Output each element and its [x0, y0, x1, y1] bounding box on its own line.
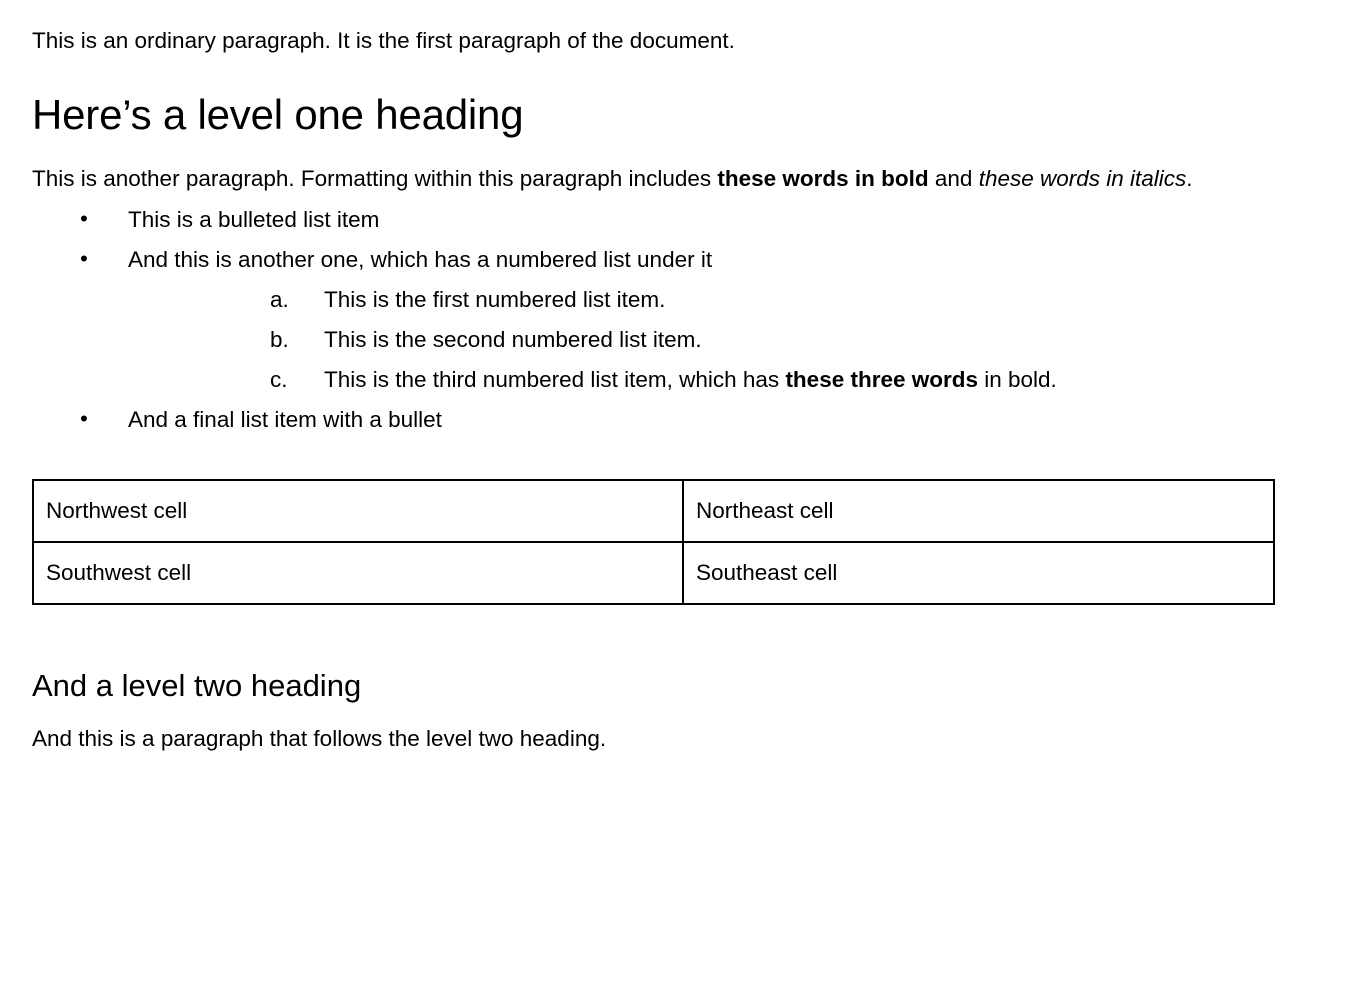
table-row	[33, 480, 1274, 542]
paragraph-text-part-2: and	[928, 166, 979, 192]
list-item	[128, 280, 1320, 320]
table-cell-northwest: Northwest cell	[33, 480, 683, 542]
table-spacer	[32, 605, 1320, 667]
list-item	[32, 400, 1320, 440]
two-by-two-table	[32, 479, 1275, 605]
numbered-item-marker: a.	[270, 287, 289, 313]
numbered-item-label-part-1: This is the third numbered list item, which has	[324, 367, 786, 393]
heading-level-two: And a level two heading	[32, 667, 362, 703]
bullet-item-label: This is a bulleted list item	[128, 207, 380, 233]
first-paragraph: This is an ordinary paragraph. It is the first paragraph of the document.	[32, 28, 735, 53]
bullet-item-label: And this is another one, which has a numbered list under it	[128, 247, 713, 273]
numbered-item-label: This is the first numbered list item.	[324, 287, 666, 313]
final-paragraph: And this is a paragraph that follows the level two heading.	[32, 725, 607, 751]
paragraph-bold-phrase: these words in bold	[717, 166, 929, 192]
second-paragraph	[32, 164, 1272, 194]
paragraph-text-part-3: .	[1186, 166, 1193, 192]
numbered-item-label: This is the second numbered list item.	[324, 327, 702, 353]
list-item	[32, 240, 1320, 400]
numbered-item-bold-phrase: these three words	[785, 367, 978, 393]
bulleted-list	[32, 200, 1320, 440]
table-cell-southwest: Southwest cell	[33, 542, 683, 604]
numbered-list	[128, 280, 1320, 400]
paragraph-italic-phrase: these words in italics	[978, 166, 1187, 192]
numbered-item-marker: b.	[270, 327, 289, 353]
table-row	[33, 542, 1274, 604]
bullet-item-label: And a final list item with a bullet	[128, 407, 442, 433]
table-cell-northeast: Northeast cell	[683, 480, 1274, 542]
list-item	[32, 200, 1320, 240]
list-item	[128, 360, 1320, 400]
table-cell-southeast: Southeast cell	[683, 542, 1274, 604]
numbered-item-marker: c.	[270, 367, 288, 393]
heading-level-one: Here’s a level one heading	[32, 90, 524, 138]
list-item	[128, 320, 1320, 360]
numbered-item-label-part-2: in bold.	[978, 367, 1057, 393]
paragraph-text-part-1: This is another paragraph. Formatting within this paragraph includes	[32, 166, 718, 192]
